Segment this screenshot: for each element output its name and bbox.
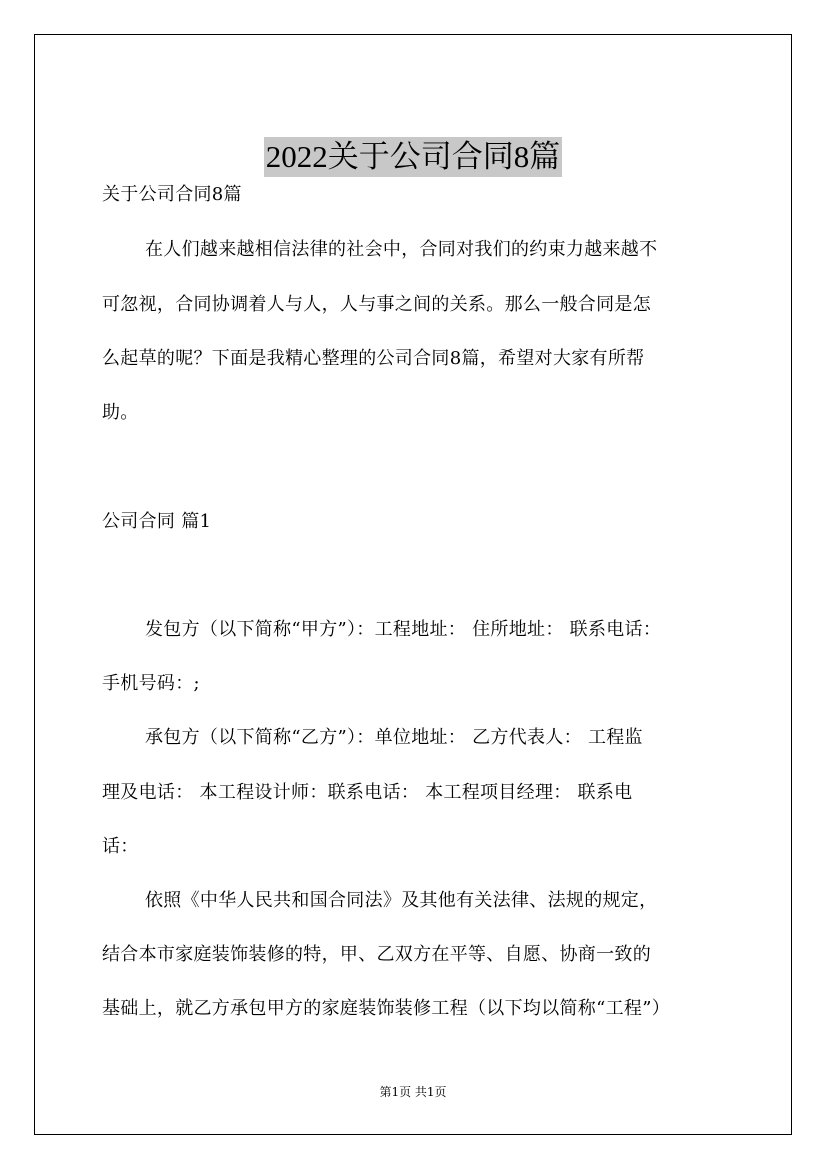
intro-line: 助。 — [102, 402, 139, 423]
party-b-line: 话： — [102, 836, 139, 857]
basis-line: 依照《中华人民共和国合同法》及其他有关法律、法规的规定， — [145, 890, 658, 911]
intro-line: 可忽视，合同协调着人与人，人与事之间的关系。那么一般合同是怎 — [102, 294, 651, 315]
intro-line: 么起草的呢？下面是我精心整理的公司合同8篇，希望对大家有所帮 — [102, 348, 645, 369]
title-container — [35, 137, 791, 177]
intro-line: 在人们越来越相信法律的社会中，合同对我们的约束力越来越不 — [145, 239, 658, 260]
party-b-line: 承包方（以下简称“乙方”）：单位地址： 乙方代表人： 工程监 — [145, 727, 643, 748]
party-b-line: 理及电话： 本工程设计师：联系电话： 本工程项目经理： 联系电 — [102, 782, 633, 803]
party-a-line: 发包方（以下简称“甲方”）：工程地址： 住所地址： 联系电话： — [145, 619, 662, 640]
subtitle: 关于公司合同8篇 — [102, 184, 242, 205]
document-page — [34, 34, 792, 1135]
party-a-line: 手机号码：; — [102, 673, 200, 694]
document-title: 2022关于公司合同8篇 — [264, 137, 563, 177]
basis-line: 结合本市家庭装饰装修的特，甲、乙双方在平等、自愿、协商一致的 — [102, 944, 651, 965]
basis-line: 基础上，就乙方承包甲方的家庭装饰装修工程（以下均以简称“工程”） — [102, 998, 671, 1019]
section-heading: 公司合同 篇1 — [102, 511, 212, 532]
page-footer: 第1页 共1页 — [379, 1085, 447, 1099]
